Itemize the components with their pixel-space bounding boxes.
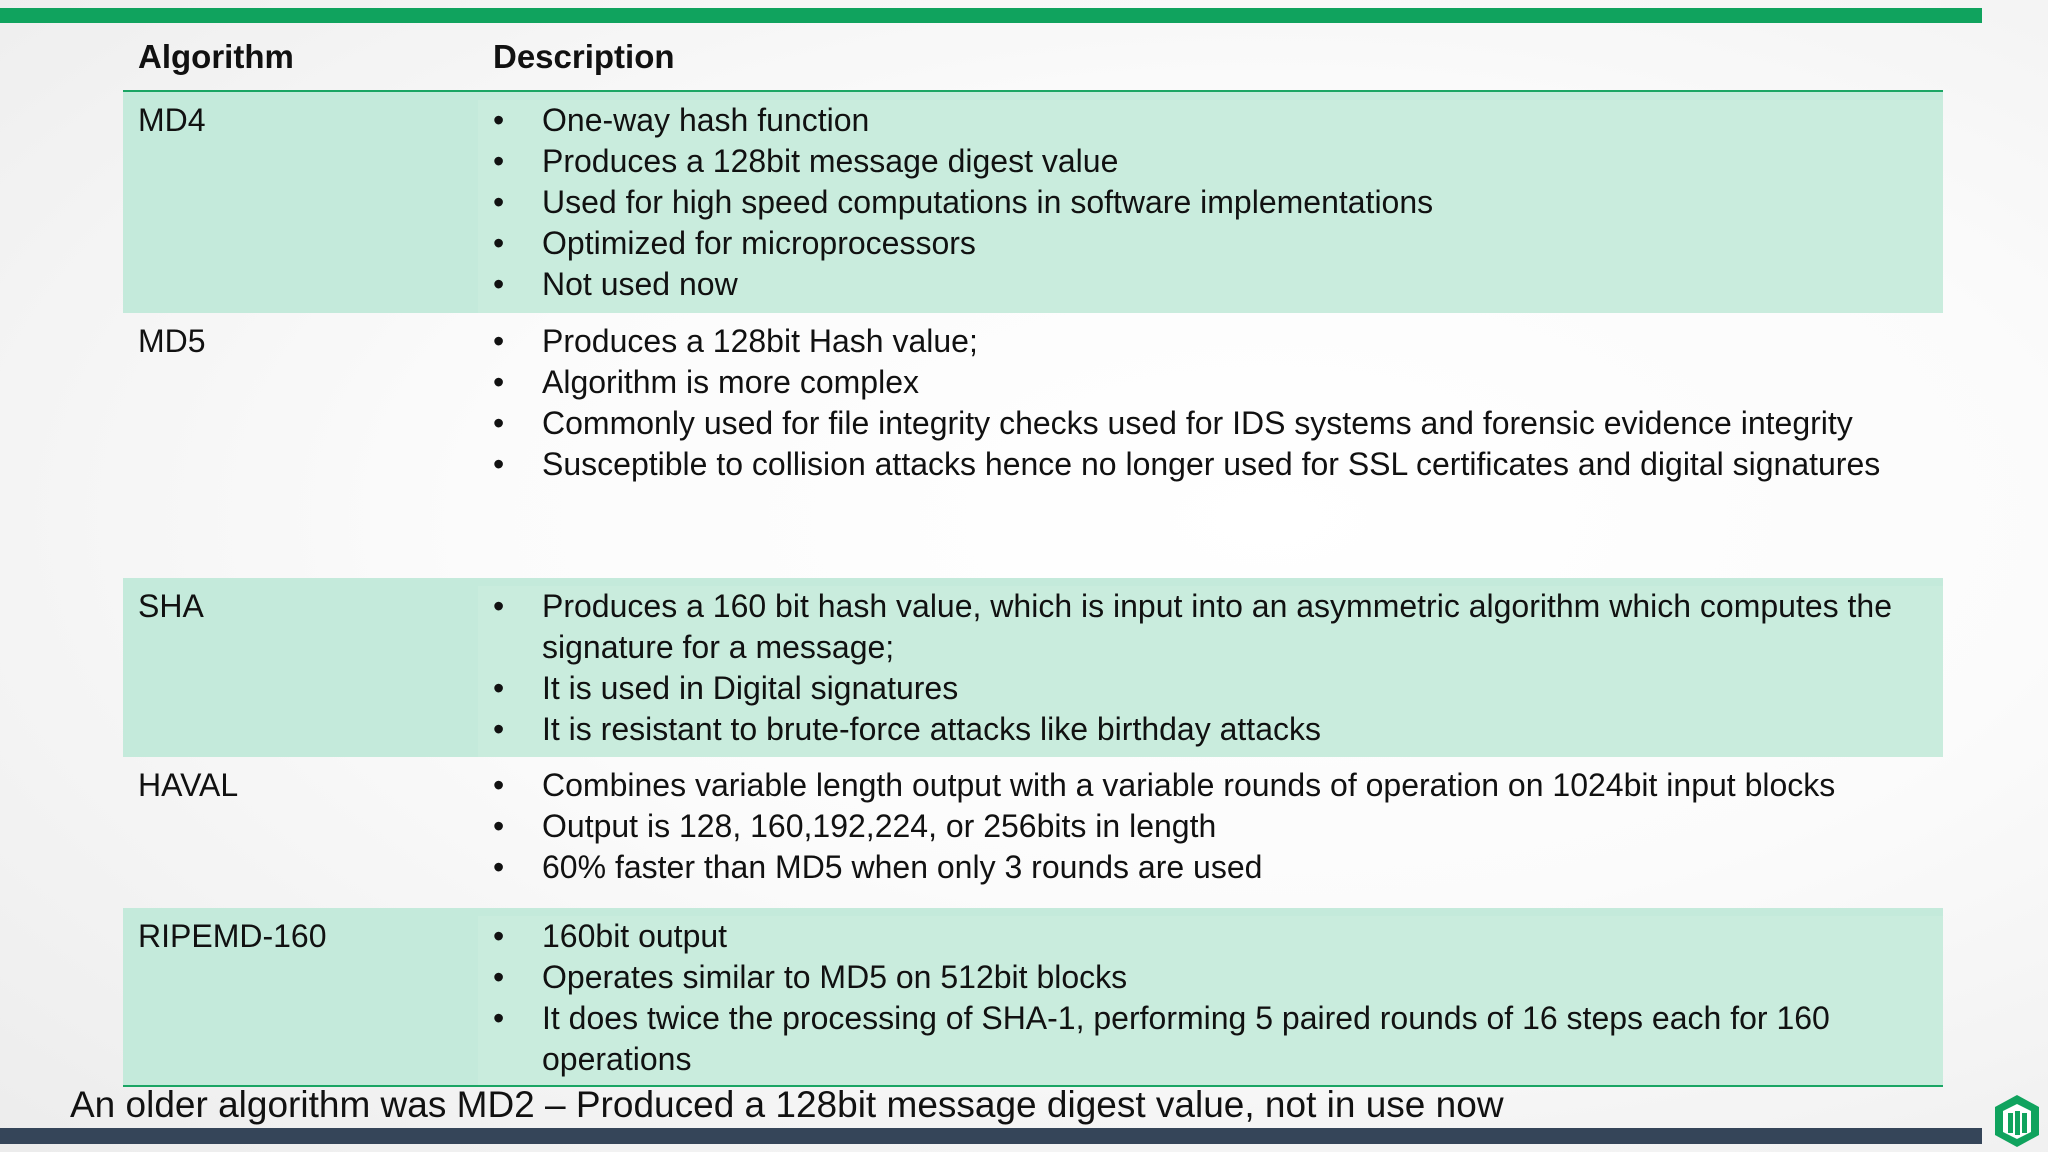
algorithm-name: MD4 (138, 102, 206, 138)
list-item: • Susceptible to collision attacks hence no longer used for SSL certificates and digital signatures (493, 444, 1929, 485)
algorithm-name: HAVAL (138, 767, 239, 803)
list-item: • Combines variable length output with a variable rounds of operation on 1024bit input blocks (493, 765, 1929, 806)
description-list (493, 765, 1929, 888)
header-algorithm: Algorithm (138, 38, 294, 75)
top-accent-bar (0, 8, 1982, 23)
table-row (123, 578, 1943, 757)
list-item: • Not used now (493, 264, 1929, 305)
table-row (123, 92, 1943, 313)
list-item: • Output is 128, 160,192,224, or 256bits in length (493, 806, 1929, 847)
list-item: • Operates similar to MD5 on 512bit blocks (493, 957, 1929, 998)
list-item: • 160bit output (493, 916, 1929, 957)
description-list (493, 100, 1929, 305)
list-item: • Used for high speed computations in software implementations (493, 182, 1929, 223)
hash-algorithms-table (123, 24, 1943, 1087)
table-row (123, 757, 1943, 908)
description-list (493, 321, 1929, 485)
list-item: • 60% faster than MD5 when only 3 rounds are used (493, 847, 1929, 888)
list-item: • Commonly used for file integrity checks used for IDS systems and forensic evidence integrity (493, 403, 1929, 444)
algorithm-name: MD5 (138, 323, 206, 359)
table-header-row (123, 24, 1943, 92)
list-item: • One-way hash function (493, 100, 1929, 141)
bottom-accent-bar (0, 1128, 1982, 1144)
table-row (123, 908, 1943, 1087)
list-item: • Produces a 128bit Hash value; (493, 321, 1929, 362)
green-hexagon-book-logo-icon (1994, 1094, 2040, 1148)
list-item: • It is used in Digital signatures (493, 668, 1929, 709)
description-list (493, 916, 1929, 1080)
list-item: • It does twice the processing of SHA-1, performing 5 paired rounds of 16 steps each for 160 operations (493, 998, 1929, 1080)
list-item: • Optimized for microprocessors (493, 223, 1929, 264)
table-row (123, 313, 1943, 578)
header-description: Description (493, 38, 675, 75)
algorithm-name: RIPEMD-160 (138, 918, 327, 954)
list-item: • Algorithm is more complex (493, 362, 1929, 403)
list-item: • Produces a 128bit message digest value (493, 141, 1929, 182)
algorithm-name: SHA (138, 588, 204, 624)
list-item: • It is resistant to brute-force attacks like birthday attacks (493, 709, 1929, 750)
description-list (493, 586, 1929, 750)
list-item: • Produces a 160 bit hash value, which is input into an asymmetric algorithm which computes the signature for a message; (493, 586, 1929, 668)
footnote-text: An older algorithm was MD2 – Produced a 128bit message digest value, not in use now (70, 1084, 1504, 1125)
